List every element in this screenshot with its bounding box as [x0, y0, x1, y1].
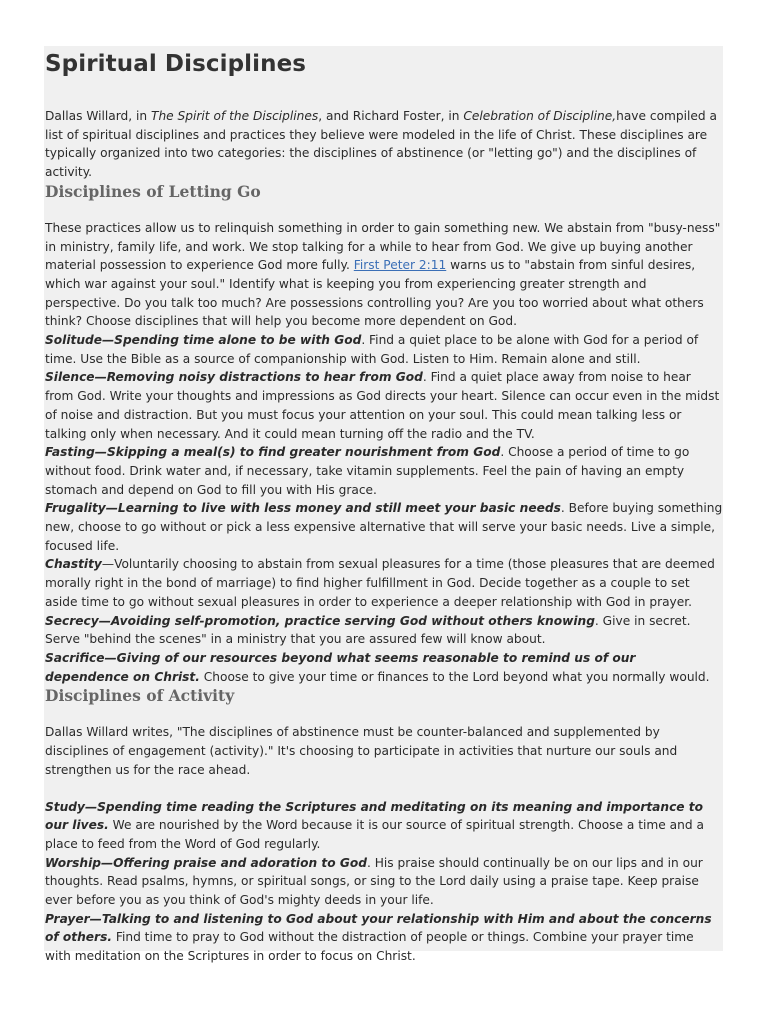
intro-text: have compiled a list of spiritual disciplines and practices they believe were modeled in the life of Christ. These disciplines are typically organized into two categories: the disciplines of abstinence (or "letting go") and the disciplines of activity. [45, 109, 718, 180]
discipline-item [45, 798, 723, 854]
discipline-item [45, 612, 723, 649]
scripture-link[interactable]: First Peter 2:11 [353, 258, 447, 273]
paragraph-text: warns us to "abstain from sinful desires, which war against your soul." Identify what is keeping you from experiencing greater strength and perspective. Do you talk too much? Are possessions controlling you? Are you too worried about what others think? Choose disciplines that will help you become more dependent on God. [45, 258, 704, 329]
page-title: Spiritual Disciplines [45, 51, 307, 77]
discipline-term: Worship—Offering praise and adoration to God [45, 855, 367, 870]
discipline-description: Find time to pray to God without the distraction of people or things. Combine your prayer time with meditation on the Scriptures in order to focus on Christ. [45, 930, 694, 964]
discipline-description: . Find a quiet place away from noise to hear from God. Write your thoughts and impressions as God directs your heart. Silence can occur even in the midst of noise and distraction. But you must focus your attention on your soul. This could mean talking less or talking only when necessary. And it could mean turning off the radio and the TV. [45, 370, 720, 441]
discipline-term: Secrecy—Avoiding self-promotion, practice serving God without others knowing [45, 613, 595, 628]
discipline-item [45, 331, 723, 368]
discipline-term: Study—Spending time reading the Scriptures and meditating on its meaning and importance to our lives. [45, 799, 704, 833]
intro-text: Dallas Willard, in [45, 109, 151, 123]
discipline-description: . Choose a period of time to go without food. Drink water and, if necessary, take vitamin supplements. Feel the pain of having an empty stomach and depend on God to fill you with His grace. [45, 445, 690, 497]
section-heading-activity: Disciplines of Activity [45, 686, 235, 706]
discipline-item [45, 555, 723, 611]
discipline-description: —Voluntarily choosing to abstain from sexual pleasures for a time (those pleasures that are deemed morally right in the bond of marriage) to find higher fulfillment in God. Decide together as a couple to set aside time to go without sexual pleasures in order to experience a deeper relationship with God in prayer. [45, 557, 715, 609]
discipline-item [45, 443, 723, 499]
activity-intro: Dallas Willard writes, "The disciplines of abstinence must be counter-balanced and supplemented by disciplines of engagement (activity)." It's choosing to participate in activities that nurture our souls and strengthen us for the race ahead. [45, 725, 678, 777]
intro-text: , and Richard Foster, in [318, 109, 464, 123]
discipline-description: . Find a quiet place to be alone with God for a period of time. Use the Bible as a source of companionship with God. Listen to Him. Remain alone and still. [45, 333, 699, 366]
intro-paragraph [45, 107, 723, 182]
document-page [44, 46, 723, 964]
book-title: Celebration of Discipline, [463, 109, 617, 123]
book-title: The Spirit of the Disciplines [151, 109, 319, 123]
discipline-item [45, 910, 723, 966]
discipline-item [45, 854, 723, 910]
discipline-description: Choose to give your time or finances to the Lord beyond what you normally would. [199, 669, 710, 684]
discipline-item [45, 649, 723, 686]
discipline-term: Sacrifice—Giving of our resources beyond what seems reasonable to remind us of our dependence on Christ. [45, 650, 636, 684]
discipline-term: Silence—Removing noisy distractions to hear from God [45, 370, 423, 385]
discipline-term: Prayer—Talking to and listening to God about your relationship with Him and about the concerns of others. [45, 911, 712, 945]
discipline-item [45, 499, 723, 555]
discipline-term: Fasting—Skipping a meal(s) to find greater nourishment from God [45, 445, 501, 460]
discipline-term: Solitude—Spending time alone to be with God [45, 333, 362, 348]
discipline-description: . Before buying something new, choose to go without or pick a less expensive alternative that will serve your basic needs. Live a simple, focused life. [45, 501, 723, 553]
discipline-description: . Give in secret. Serve "behind the scenes" in a ministry that you are assured few will know about. [45, 613, 691, 647]
letting-go-intro [45, 219, 723, 331]
discipline-item [45, 368, 723, 443]
section-heading-letting-go: Disciplines of Letting Go [45, 181, 261, 201]
paragraph-text: These practices allow us to relinquish something in order to gain something new. We abstain from "busy-ness" in ministry, family life, and work. We stop talking for a while to hear from God. We give up buying another material possession to experience God more fully. [45, 220, 721, 273]
discipline-term: Frugality—Learning to live with less money and still meet your basic needs [45, 501, 561, 516]
discipline-description: . His praise should continually be on our lips and in our thoughts. Read psalms, hymns, or spiritual songs, or sing to the Lord daily using a praise tape. Keep praise ever before you as you think of God's mighty deeds in your life. [45, 855, 703, 908]
discipline-term: Chastity [45, 557, 102, 572]
discipline-description: We are nourished by the Word because it is our source of spiritual strength. Choose a time and a place to feed from the Word of God regularly. [45, 818, 704, 851]
